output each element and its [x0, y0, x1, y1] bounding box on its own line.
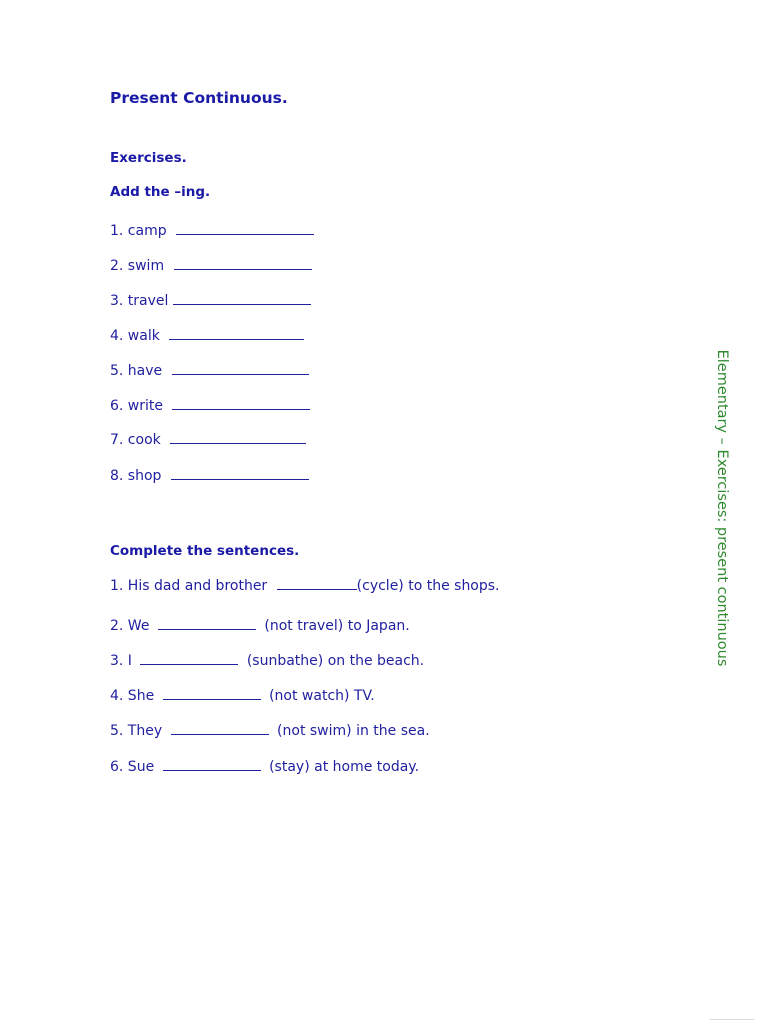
corner-divider: [710, 1019, 754, 1020]
answer-blank[interactable]: [172, 362, 309, 375]
answer-blank[interactable]: [172, 397, 310, 410]
sentence-end: (sunbathe) on the beach.: [246, 653, 425, 669]
sentence-item: [110, 652, 424, 669]
side-label: Elementary – Exercises: present continuous: [714, 349, 730, 667]
verb-item: [110, 257, 312, 274]
answer-blank[interactable]: [158, 617, 256, 630]
answer-blank[interactable]: [277, 577, 357, 590]
answer-blank[interactable]: [170, 431, 306, 444]
verb-label: 2. swim: [110, 258, 165, 274]
complete-sentences-heading: Complete the sentences.: [110, 543, 300, 559]
sentence-start: 4. She: [110, 688, 155, 704]
sentence-end: (stay) at home today.: [269, 759, 420, 775]
verb-label: 7. cook: [110, 432, 161, 448]
sentence-end: (not swim) in the sea.: [277, 723, 430, 739]
answer-blank[interactable]: [163, 687, 261, 700]
answer-blank[interactable]: [140, 652, 238, 665]
answer-blank[interactable]: [163, 758, 261, 771]
verb-label: 4. walk: [110, 328, 160, 344]
verb-item: [110, 222, 314, 239]
sentence-item: [110, 687, 375, 704]
sentence-item: [110, 758, 419, 775]
verb-item: [110, 397, 310, 414]
exercises-heading: Exercises.: [110, 150, 187, 166]
sentence-end: (not watch) TV.: [269, 688, 375, 704]
sentence-start: 3. I: [110, 653, 132, 669]
verb-label: 1. camp: [110, 223, 167, 239]
verb-item: [110, 467, 309, 484]
answer-blank[interactable]: [174, 257, 312, 270]
sentence-end: (cycle) to the shops.: [356, 578, 500, 594]
sentence-item: [110, 577, 500, 594]
verb-item: [110, 431, 306, 448]
answer-blank[interactable]: [171, 467, 309, 480]
answer-blank[interactable]: [169, 327, 304, 340]
sentence-start: 6. Sue: [110, 759, 155, 775]
verb-label: 8. shop: [110, 468, 162, 484]
sentence-start: 1. His dad and brother: [110, 578, 268, 594]
verb-label: 3. travel: [110, 293, 169, 309]
verb-label: 6. write: [110, 398, 164, 414]
sentence-item: [110, 617, 410, 634]
sentence-item: [110, 722, 430, 739]
page-title: Present Continuous.: [110, 89, 288, 107]
sentence-start: 5. They: [110, 723, 163, 739]
answer-blank[interactable]: [176, 222, 314, 235]
answer-blank[interactable]: [173, 292, 311, 305]
sentence-end: (not travel) to Japan.: [264, 618, 410, 634]
verb-label: 5. have: [110, 363, 163, 379]
answer-blank[interactable]: [171, 722, 269, 735]
verb-item: [110, 327, 304, 344]
verb-item: [110, 362, 309, 379]
sentence-start: 2. We: [110, 618, 150, 634]
verb-item: [110, 292, 311, 309]
add-ing-heading: Add the –ing.: [110, 184, 211, 200]
